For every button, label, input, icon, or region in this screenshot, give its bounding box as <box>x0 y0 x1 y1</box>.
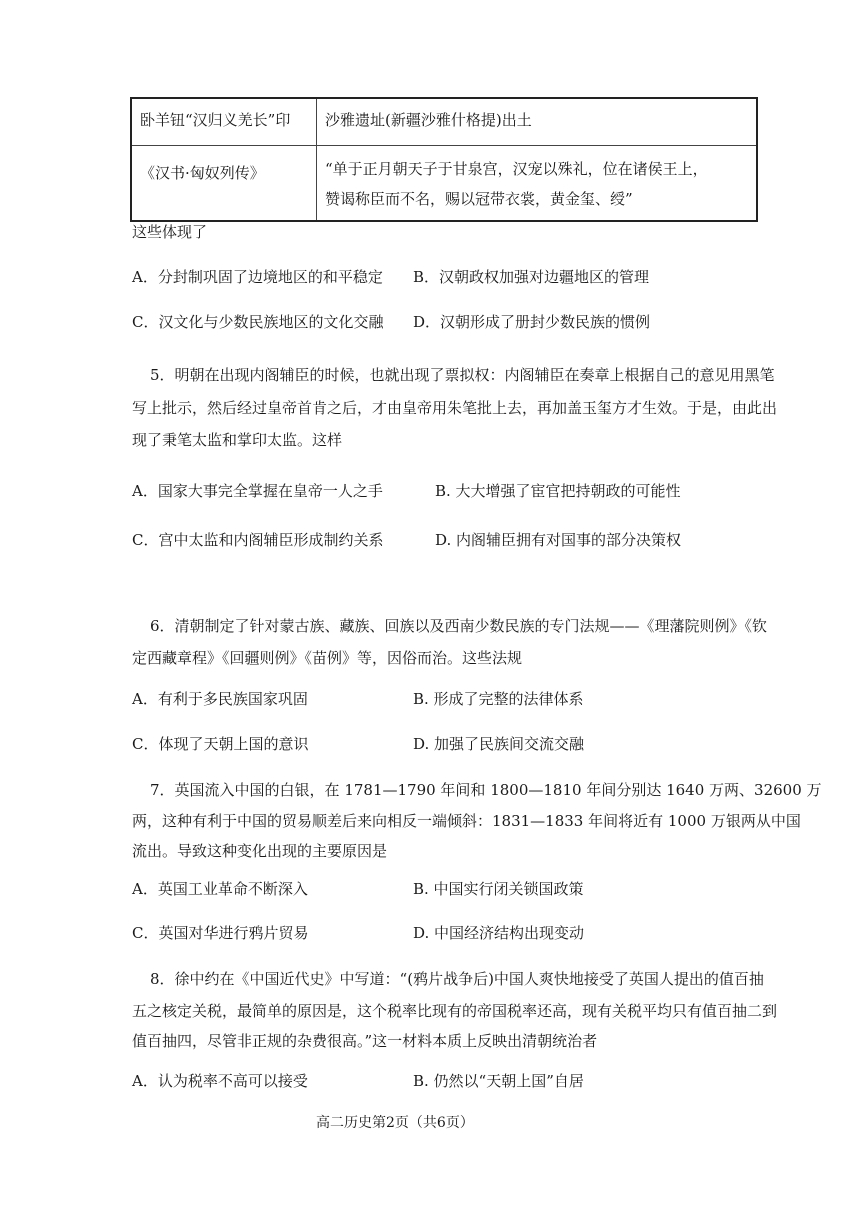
option-b[interactable]: B. 形成了完整的法律体系 <box>413 690 584 708</box>
quote-line: 赞谒称臣而不名，赐以冠带衣裳，黄金玺、绶” <box>325 190 633 208</box>
table-cell: 卧羊钮“汉归义羌长”印 <box>131 98 317 146</box>
option-c[interactable]: C．英国对华进行鸦片贸易 <box>132 924 309 942</box>
question-text: 6．清朝制定了针对蒙古族、藏族、回族以及西南少数民族的专门法规——《理藩院则例》《钦 <box>150 617 768 635</box>
option-b[interactable]: B. 仍然以“天朝上国”自居 <box>413 1072 584 1090</box>
question-text: 5．明朝在出现内阁辅臣的时候，也就出现了票拟权：内阁辅臣在奏章上根据自己的意见用黑笔 <box>150 366 775 384</box>
question-text: 两，这种有利于中国的贸易顺差后来向相反一端倾斜：1831—1833 年间将近有 1000 万银两从中国 <box>132 812 801 830</box>
option-b[interactable]: B. 大大增强了宦官把持朝政的可能性 <box>435 482 681 500</box>
option-b[interactable]: B. 中国实行闭关锁国政策 <box>413 880 584 898</box>
option-c[interactable]: C．体现了天朝上国的意识 <box>132 735 309 753</box>
question-text: 8．徐中约在《中国近代史》中写道：“(鸦片战争后)中国人爽快地接受了英国人提出的值百抽 <box>150 970 764 988</box>
option-a[interactable]: A．有利于多民族国家巩固 <box>132 690 308 708</box>
option-d[interactable]: D．汉朝形成了册封少数民族的惯例 <box>413 313 651 331</box>
question-text: 写上批示，然后经过皇帝首肯之后，才由皇帝用朱笔批上去，再加盖玉玺方才生效。于是，由此出 <box>132 399 778 417</box>
quote-line: “单于正月朝天子于甘泉宫，汉宠以殊礼，位在诸侯王上， <box>325 160 708 178</box>
table-row <box>131 98 757 146</box>
question-text: 流出。导致这种变化出现的主要原因是 <box>132 842 388 860</box>
option-d[interactable]: D. 加强了民族间交流交融 <box>413 735 585 753</box>
option-a[interactable]: A．认为税率不高可以接受 <box>132 1072 308 1090</box>
question-text: 7．英国流入中国的白银，在 1781—1790 年间和 1800—1810 年间分别达 1640 万两、32600 万 <box>150 781 822 799</box>
table-cell: 沙雅遗址(新疆沙雅什格提)出土 <box>317 98 758 146</box>
option-a[interactable]: A．分封制巩固了边境地区的和平稳定 <box>132 268 383 286</box>
question-text: 五之核定关税，最简单的原因是，这个税率比现有的帝国税率还高，现有关税平均只有值百抽二到 <box>132 1002 778 1020</box>
question-stem: 这些体现了 <box>132 223 208 241</box>
option-c[interactable]: C．宫中太监和内阁辅臣形成制约关系 <box>132 531 384 549</box>
table-cell: 《汉书·匈奴列传》 <box>131 146 317 222</box>
question-text: 定西藏章程》《回疆则例》《苗例》等，因俗而治。这些法规 <box>132 649 523 667</box>
question-text: 值百抽四，尽管非正规的杂费很高。”这一材料本质上反映出清朝统治者 <box>132 1032 598 1050</box>
option-a[interactable]: A．英国工业革命不断深入 <box>132 880 308 898</box>
option-c[interactable]: C．汉文化与少数民族地区的文化交融 <box>132 313 384 331</box>
option-d[interactable]: D. 中国经济结构出现变动 <box>413 924 585 942</box>
source-table <box>130 97 758 222</box>
table-cell <box>317 146 758 222</box>
option-a[interactable]: A．国家大事完全掌握在皇帝一人之手 <box>132 482 383 500</box>
question-text: 现了秉笔太监和掌印太监。这样 <box>132 431 343 449</box>
table-row <box>131 146 757 222</box>
page-footer: 高二历史第2页（共6页） <box>316 1115 474 1131</box>
option-d[interactable]: D. 内阁辅臣拥有对国事的部分决策权 <box>435 531 682 549</box>
option-b[interactable]: B．汉朝政权加强对边疆地区的管理 <box>413 268 650 286</box>
